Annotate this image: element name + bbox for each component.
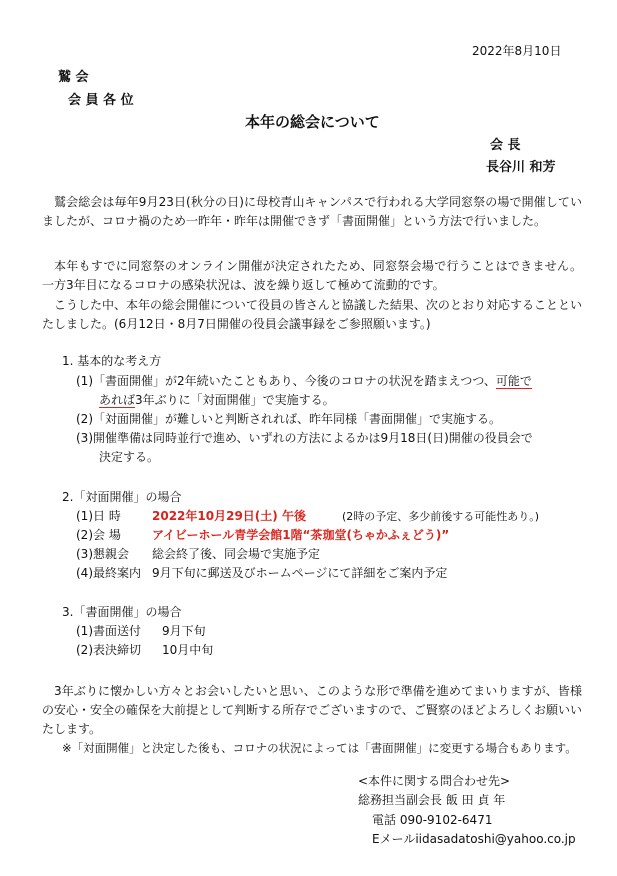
intro-paragraph-3: こうした中、本年の総会開催について役員の皆さんと協議した結果、次のとおり対応することといたしました。(6月12日・8月7日開催の役員会議事録をご参照願います。) bbox=[42, 298, 582, 331]
row-label: (3)懇親会 bbox=[76, 547, 129, 561]
section1-item-1-cont bbox=[99, 391, 335, 410]
section3-row-send bbox=[76, 622, 206, 641]
section1-item-3: (3)開催準備は同時並行で進め、いずれの方法によるかは9月18日(日)開催の役員会で bbox=[76, 431, 533, 445]
sender-name: 長谷川 和芳 bbox=[486, 160, 556, 175]
intro-paragraph-1: 鷲会総会は毎年9月23日(秋分の日)に母校青山キャンパスで行われる大学同窓祭の場で開催していましたが、コロナ禍のため一昨年・昨年は開催できず「書面開催」という方法で行いました。 bbox=[42, 195, 582, 228]
section1-item1-underline-2: あれば bbox=[99, 393, 136, 407]
row-value: アイビーホール青学会館1階“茶珈堂(ちゃかふぇどう)” bbox=[152, 528, 450, 542]
row-value: 9月下旬 bbox=[162, 624, 206, 638]
row-label: (1)書面送付 bbox=[76, 624, 141, 638]
section1-item-3-cont: 決定する。 bbox=[99, 450, 160, 464]
section2-row-final-notice bbox=[76, 564, 447, 583]
section1-item-1 bbox=[76, 372, 532, 391]
closing-note: ※「対面開催」と決定した後も、コロナの状況によっては「書面開催」に変更する場合もあります。 bbox=[62, 741, 577, 755]
section2-row-date bbox=[76, 507, 539, 526]
contact-person: 総務担当副会長 飯 田 貞 年 bbox=[358, 793, 506, 807]
row-label: (2)表決締切 bbox=[76, 643, 141, 657]
row-label: (2)会 場 bbox=[76, 528, 121, 542]
closing-paragraph: 3年ぶりに懐かしい方々とお会いしたいと思い、このような形で準備を進めてまいりますが、皆様の安心・安全の確保を大前提として判断する所存でございますので、ご賢察のほどよろしくお願いいたします。 bbox=[42, 684, 582, 736]
document-date: 2022年8月10日 bbox=[472, 44, 562, 58]
section1-item-2: (2)「対面開催」が難しいと判断されれば、昨年同様「書面開催」で実施する。 bbox=[76, 412, 502, 426]
contact-header: <本件に関する問合わせ先> bbox=[358, 774, 511, 788]
section1-heading: 1. 基本的な考え方 bbox=[62, 354, 162, 368]
section1-item1-text-2: 3年ぶりに「対面開催」で実施する。 bbox=[135, 393, 335, 407]
section3-row-deadline bbox=[76, 641, 213, 660]
section3-heading: 3.「書面開催」の場合 bbox=[62, 605, 182, 619]
row-note: (2時の予定、多少前後する可能性あり。) bbox=[342, 510, 540, 523]
intro-paragraph-2: 本年もすでに同窓祭のオンライン開催が決定されたため、同窓祭会場で行うことはできません。一方3年目になるコロナの感染状況は、波を繰り返して極めて流動的です。 bbox=[42, 259, 582, 292]
row-label: (4)最終案内 bbox=[76, 566, 141, 580]
section1-item1-text: (1)「書面開催」が2年続いたこともあり、今後のコロナの状況を踏まえつつ、 bbox=[76, 374, 496, 388]
addressee-members: 会 員 各 位 bbox=[68, 93, 134, 108]
section2-heading: 2.「対面開催」の場合 bbox=[62, 490, 182, 504]
contact-email[interactable]: Eメールiidasadatoshi@yahoo.co.jp bbox=[372, 832, 576, 846]
row-label: (1)日 時 bbox=[76, 509, 121, 523]
row-value: 9月下旬に郵送及びホームページにて詳細をご案内予定 bbox=[152, 566, 448, 580]
section2-row-venue bbox=[76, 526, 449, 545]
sender-role: 会 長 bbox=[490, 138, 521, 153]
row-value: 2022年10月29日(土) 午後 bbox=[152, 509, 306, 523]
contact-phone: 電話 090-9102-6471 bbox=[372, 813, 493, 827]
section1-item1-underline-1: 可能で bbox=[495, 374, 532, 388]
document-title: 本年の総会について bbox=[245, 113, 380, 131]
row-value: 総会終了後、同会場で実施予定 bbox=[152, 547, 321, 561]
row-value: 10月中旬 bbox=[162, 643, 214, 657]
section2-row-reception bbox=[76, 545, 320, 564]
addressee-org: 鷲 会 bbox=[58, 70, 89, 85]
